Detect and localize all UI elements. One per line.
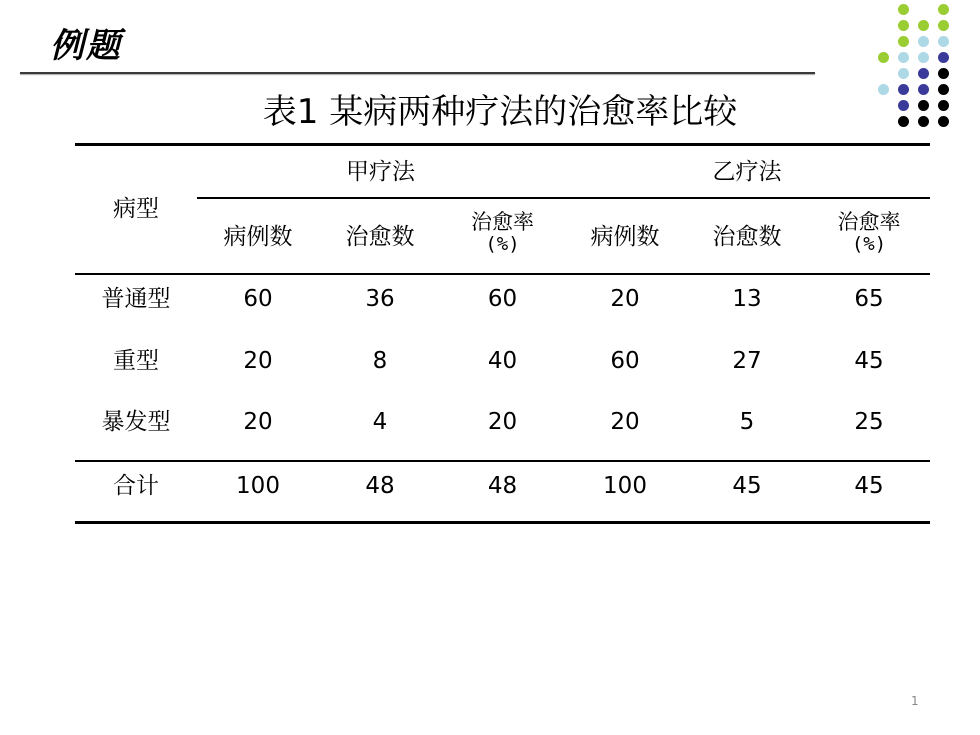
- total-cell: 45: [732, 473, 762, 499]
- total-cell: 100: [603, 473, 647, 499]
- subheader-cured-b: 治愈数: [712, 224, 782, 250]
- decorative-dot: [898, 52, 909, 63]
- table-cell: 60: [610, 348, 640, 374]
- decorative-dot: [898, 4, 909, 15]
- table-cell: 20: [243, 348, 273, 374]
- table-cell: 45: [854, 348, 884, 374]
- subheader-cases-a: 病例数: [223, 224, 293, 250]
- subheader-rate-a: [441, 210, 564, 256]
- heading-underline: [20, 72, 815, 74]
- decorative-dot: [878, 52, 889, 63]
- row-header-disease-type: 病型: [113, 196, 159, 222]
- table-cell: 60: [243, 286, 273, 312]
- decorative-dot: [898, 36, 909, 47]
- table-cell: 20: [610, 286, 640, 312]
- header-bottom-rule: [75, 273, 930, 275]
- table-cell: 13: [732, 286, 762, 312]
- subheader-rate-b-unit: (%): [851, 233, 887, 256]
- table-cell: 65: [854, 286, 884, 312]
- decorative-dot: [938, 36, 949, 47]
- decorative-dot: [938, 20, 949, 31]
- decorative-dot: [898, 68, 909, 79]
- decorative-dot: [918, 20, 929, 31]
- total-cell: 48: [487, 473, 518, 499]
- row-label: 普通型: [101, 286, 171, 312]
- subheader-cured-a: 治愈数: [345, 224, 415, 250]
- row-label: 暴发型: [101, 409, 171, 435]
- subheader-rate-a-unit: (%): [485, 233, 520, 256]
- slide-heading: 例题: [50, 26, 122, 66]
- table-cell: 40: [487, 348, 518, 374]
- decorative-dot: [938, 68, 949, 79]
- table-cell: 36: [365, 286, 395, 312]
- decorative-dot: [938, 4, 949, 15]
- table-cell: 4: [372, 409, 388, 435]
- table-cell: 27: [732, 348, 762, 374]
- group-header-rule: [197, 197, 930, 199]
- table-bottom-rule: [75, 521, 930, 524]
- table-cell: 20: [610, 409, 640, 435]
- table-cell: 25: [854, 409, 884, 435]
- group-header-b: 乙疗法: [712, 159, 782, 185]
- total-cell: 48: [365, 473, 395, 499]
- table-cell: 20: [243, 409, 273, 435]
- total-cell: 45: [854, 473, 884, 499]
- subheader-rate-a-label: 治愈率: [471, 210, 534, 234]
- subheader-cases-b: 病例数: [590, 224, 660, 250]
- total-top-rule: [75, 460, 930, 462]
- subheader-rate-b-label: 治愈率: [837, 210, 901, 234]
- table-cell: 8: [372, 348, 388, 374]
- row-label: 重型: [113, 348, 159, 374]
- total-row-label: 合计: [113, 473, 159, 499]
- page-number: 1: [911, 694, 919, 708]
- table-title: 表1 某病两种疗法的治愈率比较: [262, 92, 738, 132]
- decorative-dot: [918, 52, 929, 63]
- decorative-dot: [918, 68, 929, 79]
- decorative-dot: [918, 36, 929, 47]
- table-top-rule: [75, 143, 930, 146]
- table-cell: 60: [487, 286, 518, 312]
- table-cell: 5: [739, 409, 755, 435]
- table-cell: 20: [487, 409, 518, 435]
- subheader-rate-b: [808, 210, 930, 256]
- decorative-dot: [938, 52, 949, 63]
- decorative-dot: [898, 20, 909, 31]
- total-cell: 100: [236, 473, 280, 499]
- group-header-a: 甲疗法: [346, 159, 415, 185]
